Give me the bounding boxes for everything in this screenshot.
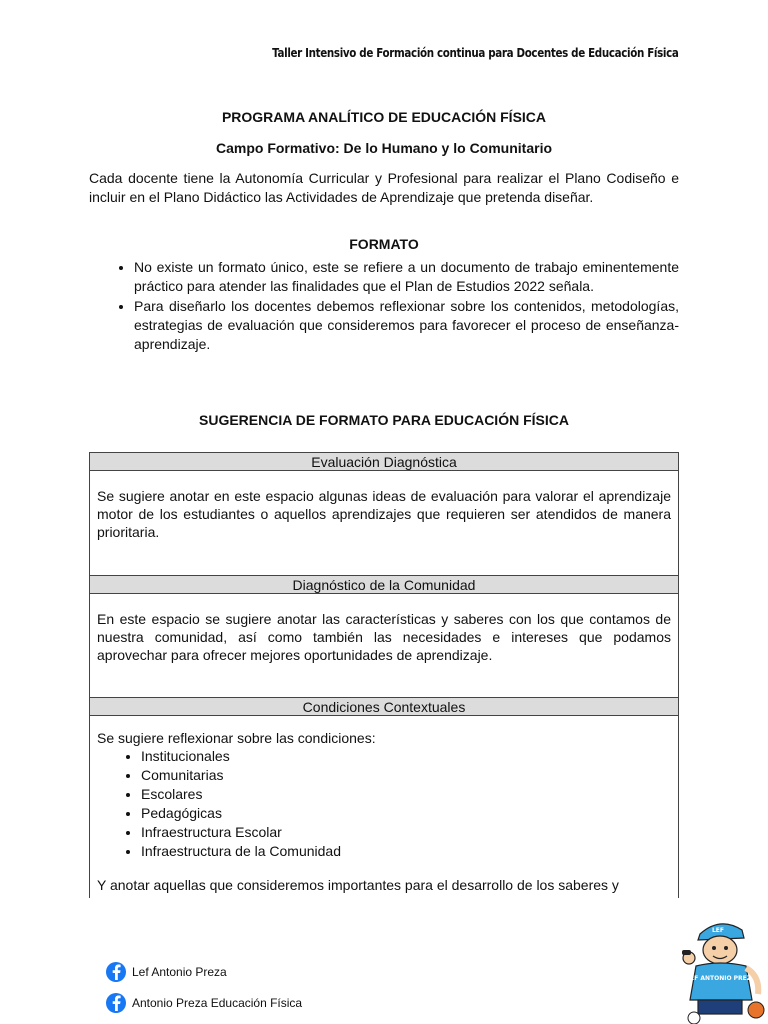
section-body-evaluacion: Se sugiere anotar en este espacio algunas ideas de evaluación para valorar el aprendizaje motor de los estudiantes o aquellos aprendizajes que requieren ser atendidos de manera prioritaria. <box>90 471 678 576</box>
section-header-condiciones: Condiciones Contextuales <box>90 698 678 716</box>
social-link-antonio-preza-ef[interactable] <box>106 993 302 1013</box>
list-item: • Institucionales <box>141 747 671 766</box>
sugerencia-heading: SUGERENCIA DE FORMATO PARA EDUCACIÓN FÍSICA <box>199 412 569 428</box>
section-header-diagnostico: Diagnóstico de la Comunidad <box>90 576 678 594</box>
section-body-condiciones <box>90 716 678 894</box>
document-subtitle: Campo Formativo: De lo Humano y lo Comunitario <box>215 140 553 156</box>
condiciones-closing: Y anotar aquellas que consideremos importantes para el desarrollo de los saberes y <box>97 877 619 893</box>
facebook-icon <box>106 962 126 982</box>
section-header-evaluacion: Evaluación Diagnóstica <box>90 453 678 471</box>
list-item: • Escolares <box>141 785 671 804</box>
formato-list <box>89 258 679 355</box>
list-item: • Para diseñarlo los docentes debemos reflexionar sobre los contenidos, metodologías, estrategias de evaluación que consideremos para favorecer el proceso de enseñanza-aprendizaje. <box>134 297 679 354</box>
intro-paragraph: Cada docente tiene la Autonomía Curricular y Profesional para realizar el Plano Codiseño e incluir en el Plano Didáctico las Actividades de Aprendizaje que pretenda diseñar. <box>89 170 679 205</box>
social-label: Antonio Preza Educación Física <box>132 996 303 1010</box>
condiciones-list <box>97 747 671 861</box>
mascot-illustration <box>672 914 768 1024</box>
header-note: Taller Intensivo de Formación continua para Docentes de Educación Física <box>271 46 678 60</box>
list-item: • Comunitarias <box>141 766 671 785</box>
condiciones-intro: Se sugiere reflexionar sobre las condiciones: <box>97 730 376 746</box>
format-table <box>89 452 679 898</box>
social-link-lef-antonio-preza[interactable] <box>106 962 227 982</box>
section-body-diagnostico: En este espacio se sugiere anotar las características y saberes con los que contamos de nuestra comunidad, así como también las necesidades e intereses que podamos aprovechar para ofrecer mejores oportunidades de aprendizaje. <box>90 594 678 698</box>
mascot-cap-text: LEF <box>711 927 725 934</box>
social-label: Lef Antonio Preza <box>132 965 227 979</box>
list-item: • Infraestructura Escolar <box>141 823 671 842</box>
list-item: • No existe un formato único, este se refiere a un documento de trabajo eminentemente práctico para atender las finalidades que el Plan de Estudios 2022 señala. <box>134 258 679 296</box>
list-item: • Pedagógicas <box>141 804 671 823</box>
document-title: PROGRAMA ANALÍTICO DE EDUCACIÓN FÍSICA <box>221 109 547 125</box>
list-item: • Infraestructura de la Comunidad <box>141 842 671 861</box>
mascot-shirt-text: LEF ANTONIO PREZA <box>686 975 756 982</box>
formato-heading: FORMATO <box>349 236 419 252</box>
facebook-icon <box>106 993 126 1013</box>
